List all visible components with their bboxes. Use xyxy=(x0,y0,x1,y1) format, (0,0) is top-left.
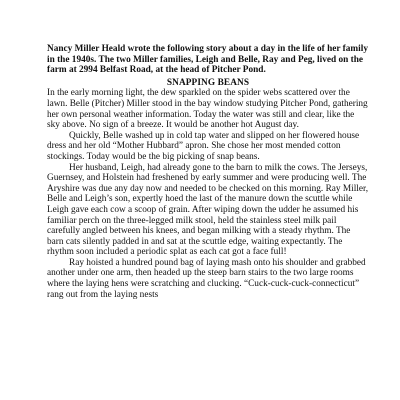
story-paragraph-2: Quickly, Belle washed up in cold tap water and slipped on her flowered house dress and her old “Mother Hubbard” apron. She chose her most mended cotton stockings. Today would be the big picking of snap beans. xyxy=(47,130,360,162)
story-paragraph-1: In the early morning light, the dew sparkled on the spider webs scattered over the lawn. Belle (Pitcher) Miller stood in the bay window studying Pitcher Pond, gathering her own personal weather information. Today the water was still and clear, like the sky above. No sign of a breeze. It would be another hot August day. xyxy=(47,88,368,131)
story-paragraph-3: Her husband, Leigh, had already gone to the barn to milk the cows. The Jerseys, Guernsey, and Holstein had freshened by early summer and were producing well. The Aryshire was due any day now and needed to be checked on this morning. Ray Miller, Belle and Leigh’s son, expertly hoed the last of the manure down the scuttle while Leigh gave each cow a scoop of grain. After wiping down the udder he assumed his familiar perch on the three-legged milk stool, held the stainless steel milk pail carefully angled between his knees, and began milking with a steady rhythm. The barn cats silently padded in and sat at the scuttle edge, waiting expectantly. The rhythm soon included a periodic splat as each cat got a face full! xyxy=(47,162,369,258)
story-title: SNAPPING BEANS xyxy=(166,77,250,88)
story-paragraph-4: Ray hoisted a hundred pound bag of laying mash onto his shoulder and grabbed another under one arm, then headed up the steep barn stairs to the two large rooms where the laying hens were scratching and clucking. “Cuck-cuck-cuck-connecticut” rang out from the laying nests xyxy=(47,257,366,300)
document-body xyxy=(47,44,369,300)
intro-paragraph: Nancy Miller Heald wrote the following story about a day in the life of her family in the 1940s. The two Miller families, Leigh and Belle, Ray and Peg, lived on the farm at 2994 Belfast Road, at the head of Pitcher Pond. xyxy=(47,44,368,76)
